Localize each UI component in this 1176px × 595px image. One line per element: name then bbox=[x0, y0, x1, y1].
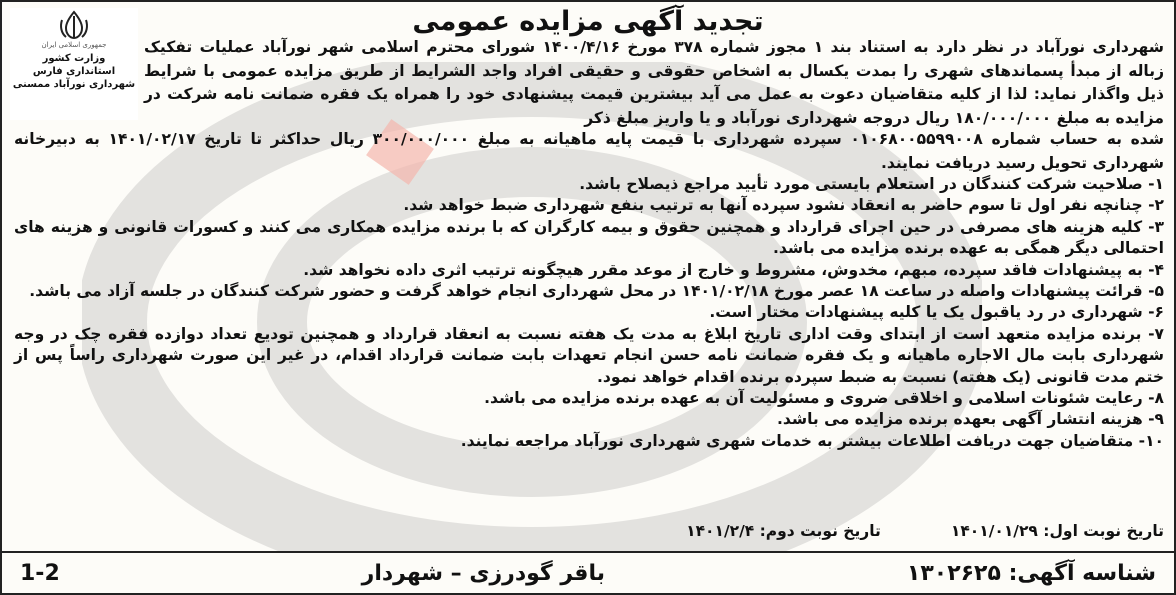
publication-dates bbox=[464, 522, 1164, 540]
notice-intro-continued: شده به حساب شماره ۰۱۰۶۸۰۰۵۵۹۹۰۰۸ سپرده شهرداری با قیمت پایه ماهیانه به مبلغ ۳۰۰/۰۰۰/۰۰۰ ریال حداکثر تا تاریخ ۱۴۰۱/۰۲/۱۷ به دبیرخانه شهرداری تحویل رسید دریافت نمایند. bbox=[14, 130, 1164, 172]
condition-item: ۱- صلاحیت شرکت کنندگان در استعلام بایستی مورد تأیید مراجع ذیصلاح باشد. bbox=[579, 175, 1164, 193]
logo-line-municipality: شهرداری نورآباد ممسنی bbox=[12, 79, 136, 90]
condition-item: ۵- قرائت پیشنهادات واصله در ساعت ۱۸ عصر مورخ ۱۴۰۱/۰۲/۱۸ در محل شهرداری انجام خواهد گرفت و حضور شرکت کنندگان در جلسه آزاد می باشد. bbox=[29, 282, 1164, 301]
iran-emblem-icon bbox=[57, 10, 91, 40]
second-publication-date: تاریخ نوبت دوم: ۱۴۰۱/۲/۴ bbox=[686, 522, 881, 540]
condition-item: ۷- برنده مزایده متعهد است از ابتدای وقت اداری تاریخ ابلاغ به مدت یک هفته نسبت به انعقاد قرارداد و همچنین تودیع تعداد دوازده فقره چک در وجه شهرداری بابت مال الاجاره ماهیانه و یک فقره ضمانت نامه حسن انجام تعهدات بابت ضمانت قرارداد اقدام، در غیر این صورت شهرداری راساً پس از ختم مدت قانونی (یک هفته) نسبت به ضبط سپرده برنده اقدام خواهد نمود. bbox=[14, 324, 1164, 386]
logo-line-ministry: وزارت کشور bbox=[42, 53, 106, 64]
condition-item: ۳- کلیه هزینه های مصرفی در حین اجرای قرارداد و همچنین حقوق و بیمه کارگران که با برنده مزایده همکاری می کنند و کسورات قانونی و هزینه های احتمالی دیگر همگی به عهده برنده مزایده می باشد. bbox=[14, 217, 1164, 258]
notice-title: تجدید آگهی مزایده عمومی bbox=[412, 6, 764, 37]
conditions-list bbox=[14, 174, 1164, 452]
page-number: 1-2 bbox=[20, 560, 60, 586]
first-publication-date: تاریخ نوبت اول: ۱۴۰۱/۰۱/۲۹ bbox=[950, 522, 1164, 540]
emblem-caption: جمهوری اسلامی ایران bbox=[41, 41, 107, 49]
logo-line-governorate: استانداری فارس bbox=[32, 66, 116, 77]
ministry-logo bbox=[10, 8, 138, 120]
condition-item: ۲- چنانچه نفر اول تا سوم حاضر به انعقاد نشود سپرده آنها به ترتیب بنفع شهرداری ضبط خواهد شد. bbox=[403, 196, 1164, 215]
notice-footer bbox=[2, 551, 1174, 593]
notice-intro: شهرداری نورآباد در نظر دارد به استناد بند ۱ مجوز شماره ۳۷۸ مورخ ۱۴۰۰/۴/۱۶ شورای محترم اسلامی شهر نورآباد عملیات تفکیک زباله از مبدأ پسماندهای شهری را بمدت یکسال به اشخاص حقوقی و حقیقی افراد واجد الشرایط از طریق مزایده عمومی با شرایط ذیل واگذار نماید: لذا از کلیه متقاضیان دعوت به عمل می آید بیشترین قیمت پیشنهادی خود را همراه یک فقره ضمانت نامه شرکت در مزایده به مبلغ ۱۸۰/۰۰۰/۰۰۰ ریال دروجه شهرداری نورآباد و یا واریز مبلغ ذکر bbox=[144, 38, 1164, 127]
signer-name: باقر گودرزی – شهردار bbox=[361, 560, 605, 586]
ad-identifier: شناسه آگهی: ۱۳۰۲۶۲۵ bbox=[906, 560, 1156, 586]
condition-item: ۶- شهرداری در رد یاقبول یک یا کلیه پیشنهادات مختار است. bbox=[709, 303, 1164, 322]
condition-item: ۹- هزینه انتشار آگهی بعهده برنده مزایده می باشد. bbox=[777, 410, 1164, 429]
condition-item: ۸- رعایت شئونات اسلامی و اخلاقی ضروی و مسئولیت آن به عهده برنده مزایده می باشد. bbox=[484, 389, 1164, 408]
condition-item: ۱۰- متقاضیان جهت دریافت اطلاعات بیشتر به خدمات شهری شهرداری نورآباد مراجعه نمایند. bbox=[460, 431, 1164, 450]
condition-item: ۴- به پیشنهادات فاقد سپرده، مبهم، مخدوش، مشروط و خارج از موعد مقرر هیچگونه ترتیب اثری داده نخواهد شد. bbox=[303, 260, 1164, 279]
